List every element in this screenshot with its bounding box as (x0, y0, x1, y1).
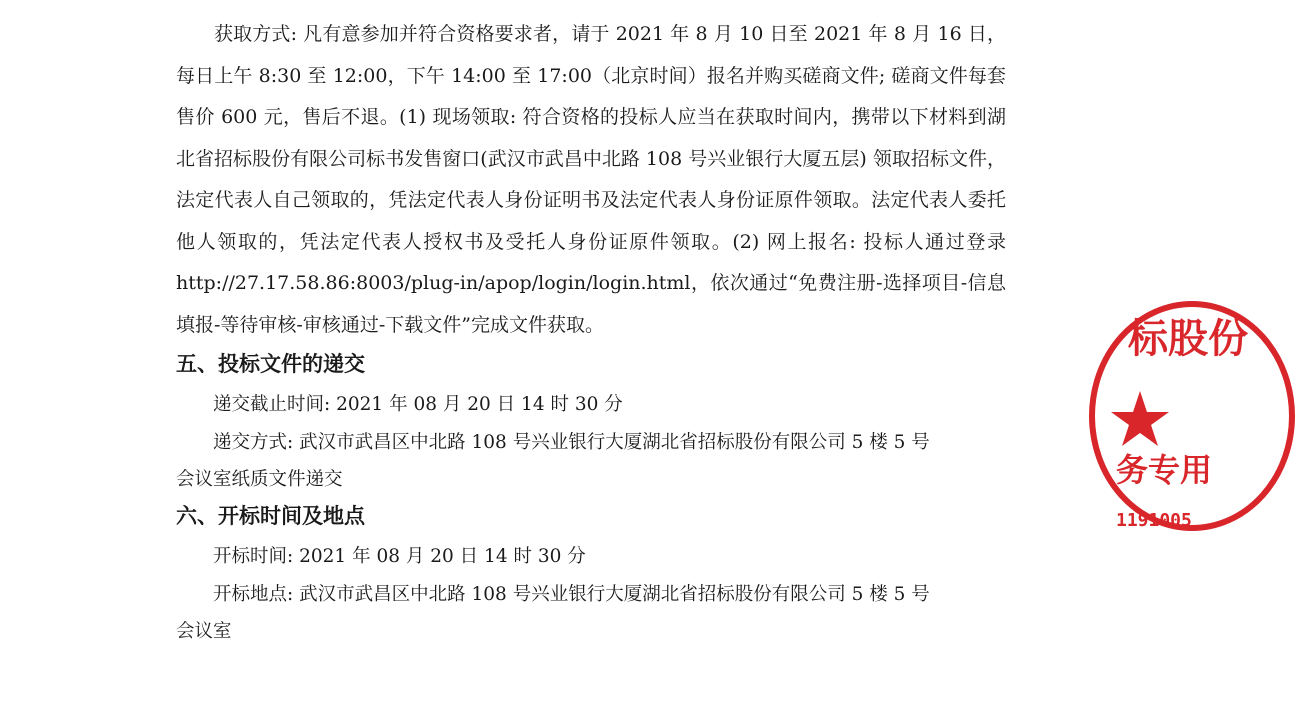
opening-place (176, 576, 1006, 614)
svg-text:务专用: 务专用 (1116, 451, 1213, 489)
opening-place-label: 开标地点: (213, 584, 294, 605)
submission-method-text: 武汉市武昌区中北路 108 号兴业银行大厦湖北省招标股份有限公司 5 楼 5 号 (299, 432, 930, 453)
section6-heading: 六、开标时间及地点 (176, 504, 365, 528)
submission-method-cont: 会议室纸质文件递交 (176, 469, 343, 490)
document-body (176, 14, 1006, 650)
submission-deadline: 递交截止时间: 2021 年 08 月 20 日 14 时 30 分 (213, 394, 623, 415)
svg-text:1191005: 1191005 (1116, 510, 1192, 531)
acquisition-text: 凡有意参加并符合资格要求者，请于 2021 年 8 月 10 日至 2021 年 8 月 16 日，每日上午 8:30 至 12:00，下午 14:00 至 17:00（北京时间）报名并购买磋商文件; 磋商文件每套售价 600 元，售后不退。(1) 现场领取: 符合资格的投标人应当在获取时间内，携带以下材料到湖北省招标股份有限公司标书发售窗口(武汉市武昌中北路 108 号兴业银行大厦五层) 领取招标文件，法定代表人自己领取的，凭法定代表人身份证明书及法定代表人身份证原件领取。法定代表人委托他人领取的，凭法定代表人授权书及受托人身份证原件领取。(2) 网上报名: 投标人通过登录 http://27.17.58.86:8003/plug-in/apop/login/login.html，依次通过“免费注册-选择项目-信息填报-等待审核-审核通过-下载文件”完成文件获取。 (176, 23, 1006, 336)
acquisition-paragraph (176, 14, 1006, 346)
star-icon (1111, 391, 1169, 446)
opening-place-cont: 会议室 (176, 621, 232, 642)
company-seal-stamp (1080, 296, 1300, 546)
submission-method (176, 424, 1006, 462)
svg-text:标股份: 标股份 (1128, 315, 1248, 362)
opening-time: 开标时间: 2021 年 08 月 20 日 14 时 30 分 (213, 546, 586, 567)
acquisition-label: 获取方式: (214, 23, 297, 45)
submission-method-label: 递交方式: (213, 432, 294, 453)
opening-place-text: 武汉市武昌区中北路 108 号兴业银行大厦湖北省招标股份有限公司 5 楼 5 号 (299, 584, 930, 605)
section5-heading: 五、投标文件的递交 (176, 352, 365, 376)
